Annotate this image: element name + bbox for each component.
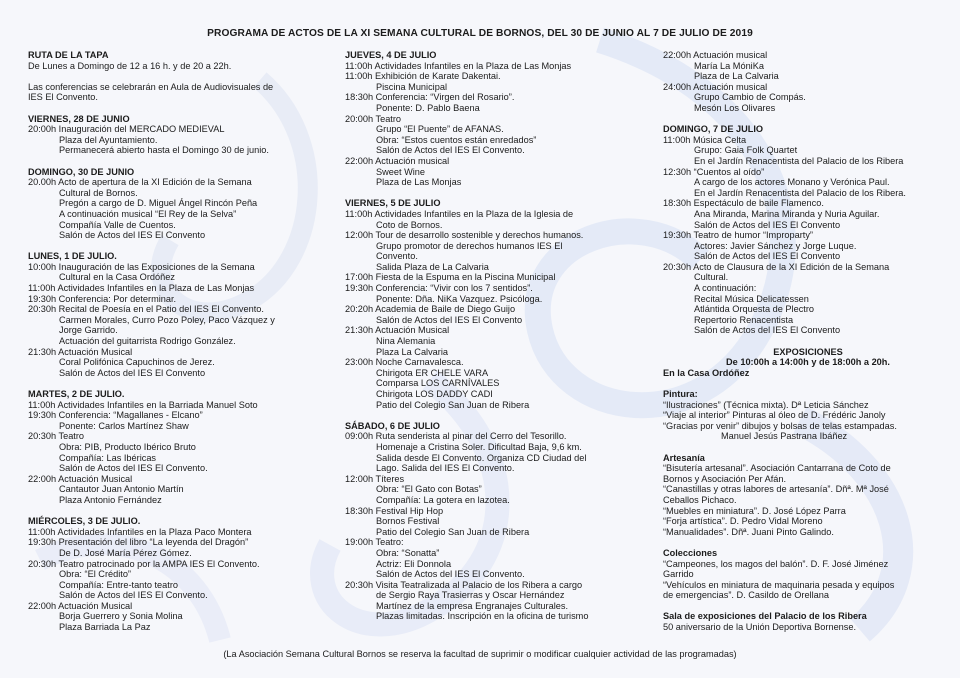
program-line: 19:30h Conferencia: “Magallanes - Elcano” <box>28 410 203 421</box>
section-heading: Pintura: <box>663 389 698 399</box>
program-line: Cultural. <box>694 272 729 283</box>
program-line: “Canastillas y otras labores de artesanía”. Dñª. Mª José <box>663 484 889 495</box>
section-heading: EXPOSICIONES <box>773 346 843 357</box>
program-line: 12:30h “Cuentos al oído” <box>663 166 765 177</box>
program-line: 19:30h Conferencia: Por determinar. <box>28 293 177 304</box>
program-line: Manuel Jesús Pastrana Ibáñez <box>721 431 848 442</box>
program-line: “Gracias por venir” dibujos y bolsas de telas estampadas. <box>663 420 897 431</box>
program-line: De Lunes a Domingo de 12 a 16 h. y de 20 a 22h. <box>28 60 232 71</box>
program-line: Salón de Actos del IES El Convento <box>59 230 206 241</box>
program-line: Borja Guerrero y Sonia Molina <box>59 611 183 622</box>
section-heading: Sala de exposiciones del Palacio de los Ribera <box>663 611 867 622</box>
program-line: Ana Miranda, Marina Miranda y Nuria Aguilar. <box>694 208 880 219</box>
program-line: 20.00h Acto de apertura de la XI Edición de la Semana <box>28 177 252 188</box>
program-line: 22:00h Actuación musical <box>663 50 768 60</box>
spacer <box>663 537 953 548</box>
program-line: 50 aniversario de la Unión Deportiva Bornense. <box>663 622 857 633</box>
column-1 <box>28 50 328 633</box>
program-line: Nina Alemania <box>376 336 436 347</box>
program-line: Ponente: Carlos Martínez Shaw <box>59 420 189 431</box>
program-line: 18:30h Festival Hip Hop <box>345 505 444 516</box>
program-line: “Viaje al interior” Pinturas al óleo de D. Frédéric Janoly <box>663 410 886 421</box>
program-line: 20:00h Inauguración del MERCADO MEDIEVAL <box>28 124 225 135</box>
program-line: 22:00h Actuación Musical <box>28 473 133 484</box>
program-line: Grupo: Gaia Folk Quartet <box>694 145 798 156</box>
program-line: Sweet Wine <box>376 166 426 177</box>
spacer <box>663 601 953 612</box>
program-line: Atlántida Orquesta de Plectro <box>694 304 815 315</box>
program-line: Compañía Valle de Cuentos. <box>59 219 176 230</box>
program-line: Actuación del guitarrista Rodrigo González. <box>59 336 236 347</box>
program-line: “Vehículos en miniatura de maquinaria pesada y equipos <box>663 579 895 590</box>
program-line: 20:30h Recital de Poesía en el Patio del IES El Convento. <box>28 304 264 315</box>
program-line: “Muebles en miniatura”. D. José López Parra <box>663 505 846 516</box>
spacer <box>28 103 328 114</box>
program-line: 11:00h Exhibición de Karate Dakentai. <box>345 71 501 82</box>
program-line: María La MóniKa <box>694 60 764 71</box>
program-line: Coral Polifónica Capuchinos de Jerez. <box>59 357 215 368</box>
program-line: Salón de Actos del IES El Convento. <box>376 569 525 580</box>
program-line: 24:00h Actuación musical <box>663 81 768 92</box>
program-line: Bornos y Asociación Per Afán. <box>663 473 787 484</box>
spacer <box>663 114 953 125</box>
program-line: Plaza de Las Monjas <box>376 177 462 188</box>
program-line: 23:00h Noche Carnavalesca. <box>345 357 464 368</box>
program-line: Salón de Actos del IES El Convento <box>376 314 523 325</box>
program-line: 11:00h Actividades Infantiles en la Plaza de la Iglesia de <box>345 208 574 219</box>
program-line: Convento. <box>376 251 418 262</box>
program-line: Garrido <box>663 569 694 580</box>
program-line: “Forja artística”. D. Pedro Vidal Moreno <box>663 516 823 527</box>
program-line: Las conferencias se celebrarán en Aula de Audiovisuales de <box>28 81 274 92</box>
program-line: Obra: “El Gato con Botas” <box>376 484 482 495</box>
program-line: 21:30h Actuación Musical <box>345 325 450 336</box>
program-line: Salón de Actos del IES El Convento <box>694 325 841 336</box>
section-heading: MARTES, 2 DE JULIO. <box>28 389 125 399</box>
program-line: Ceballos Pichaco. <box>663 494 737 505</box>
program-line: “Ilustraciones” (Técnica mixta). Dª Leticia Sánchez <box>663 399 869 410</box>
program-line: Cultural de Bornos. <box>59 187 138 198</box>
section-heading: RUTA DE LA TAPA <box>28 50 109 60</box>
program-line: 19:30h Presentación del libro “La leyenda del Dragón” <box>28 537 249 548</box>
program-line: IES El Convento. <box>28 92 98 103</box>
spacer <box>345 410 645 421</box>
section-heading: JUEVES, 4 DE JULIO <box>345 50 437 60</box>
program-line: 20:00h Teatro <box>345 113 402 124</box>
program-line: Salida desde El Convento. Organiza CD Ciudad del <box>376 452 587 463</box>
program-title: PROGRAMA DE ACTOS DE LA XI SEMANA CULTURAL DE BORNOS, DEL 30 DE JUNIO AL 7 DE JULIO DE 2019 <box>207 28 753 39</box>
program-line: Pregón a cargo de D. Miguel Ángel Rincón Peña <box>59 198 258 209</box>
program-line: 12:00h Títeres <box>345 473 405 484</box>
column-2 <box>345 50 645 622</box>
section-heading: SÁBADO, 6 DE JULIO <box>345 420 440 431</box>
program-line: 11:00h Actividades Infantiles en la Plaza de Las Monjas <box>28 283 255 294</box>
footer-note: (La Asociación Semana Cultural Bornos se reserva la facultad de suprimir o modificar cualquier actividad de las programadas) <box>223 649 737 659</box>
program-line: Salida Plaza de La Calvaria <box>376 261 489 272</box>
program-line: Plaza La Calvaria <box>376 346 449 357</box>
program-line: Grupo promotor de derechos humanos IES El <box>376 240 563 251</box>
program-line: 20:30h Teatro <box>28 431 85 442</box>
section-heading: VIERNES, 5 DE JULIO <box>345 198 441 209</box>
program-line: Obra: “El Crédito” <box>59 569 131 580</box>
program-line: En el Jardín Renacentista del Palacio de los Ribera <box>694 155 904 166</box>
program-line: Grupo Cambio de Compás. <box>694 92 806 103</box>
section-heading: MIÉRCOLES, 3 DE JULIO. <box>28 516 141 527</box>
program-line: 18:30h Espectáculo de baile Flamenco. <box>663 198 824 209</box>
program-line: 11:00h Actividades Infantiles en la Barriada Manuel Soto <box>28 399 258 410</box>
section-heading: En la Casa Ordóñez <box>663 367 750 378</box>
program-line: Salón de Actos del IES El Convento <box>694 219 841 230</box>
program-line: Actriz: Eli Donnola <box>376 558 452 569</box>
section-heading: VIERNES, 28 DE JUNIO <box>28 113 130 124</box>
section-heading: DOMINGO, 30 DE JUNIO <box>28 166 135 177</box>
program-line: “Manualidades”. Dñª. Juani Pinto Galindo. <box>663 526 834 537</box>
program-line: de Sergio Raya Trasierras y Oscar Hernández <box>376 590 565 601</box>
program-line: Salón de Actos del IES El Convento <box>694 251 841 262</box>
program-line: 19:00h Teatro: <box>345 537 404 548</box>
program-line: Obra: “Sonatta” <box>376 547 440 558</box>
program-line: 18:30h Conferencia: “Virgen del Rosario”. <box>345 92 515 103</box>
program-line: 20:30h Teatro patrocinado por la AMPA IES El Convento. <box>28 558 260 569</box>
program-line: Salón de Actos del IES El Convento. <box>59 590 208 601</box>
program-line: 11:00h Actividades Infantiles en la Plaza Paco Montera <box>28 526 252 537</box>
program-line: Compañía: Entre-tanto teatro <box>59 579 178 590</box>
program-line: de emergencias”. D. Casildo de Orellana <box>663 590 829 601</box>
program-line: 22:00h Actuación musical <box>345 155 450 166</box>
program-line: 20:30h Acto de Clausura de la XI Edición de la Semana <box>663 261 890 272</box>
program-line: Homenaje a Cristina Soler. Dificultad Baja, 9,6 km. <box>376 441 582 452</box>
program-line: Patio del Colegio San Juan de Ribera <box>376 526 530 537</box>
section-heading: LUNES, 1 DE JULIO. <box>28 251 117 262</box>
program-line: A cargo de los actores Monano y Verónica Paul. <box>694 177 890 188</box>
spacer <box>663 442 953 453</box>
program-line: Cultural en la Casa Ordóñez <box>59 272 175 283</box>
column-3 <box>663 50 953 633</box>
program-line: Obra: “Estos cuentos están enredados” <box>376 134 537 145</box>
program-line: Compañía: La gotera en lazotea. <box>376 494 510 505</box>
program-line: 20:30h Visita Teatralizada al Palacio de los Ribera a cargo <box>345 579 583 590</box>
program-line: Plaza del Ayuntamiento. <box>59 134 158 145</box>
program-line: 22:00h Actuación Musical <box>28 600 133 611</box>
program-line: 19:30h Conferencia: “Vivir con los 7 sentidos”. <box>345 283 533 294</box>
section-heading: Artesanía <box>663 452 705 463</box>
spacer <box>28 241 328 252</box>
spacer <box>28 378 328 389</box>
spacer <box>28 156 328 167</box>
program-line: Comparsa LOS CARNÍVALES <box>376 378 500 389</box>
program-line: Ponente: Dña. NiKa Vazquez. Psicóloga. <box>376 293 543 304</box>
spacer <box>663 378 953 389</box>
program-line: Lago. Salida del IES El Convento. <box>376 463 515 474</box>
program-line: Carmen Morales, Curro Pozo Poley, Paco Vázquez y <box>59 314 275 325</box>
program-line: Patio del Colegio San Juan de Ribera <box>376 399 530 410</box>
program-line: Ponente: D. Pablo Baena <box>376 102 480 113</box>
program-line: Salón de Actos del IES El Convento. <box>376 145 525 156</box>
program-line: En el Jardín Renacentista del Palacio de los Ribera. <box>694 187 906 198</box>
program-line: 17:00h Fiesta de la Espuma en la Piscina Municipal <box>345 272 556 283</box>
program-line: Piscina Municipal <box>376 81 447 92</box>
program-line: 12:00h Tour de desarrollo sostenible y derechos humanos. <box>345 230 584 241</box>
program-line: 09:00h Ruta senderista al pinar del Cerro del Tesorillo. <box>345 431 567 442</box>
program-line: 20:20h Academia de Baile de Diego Guijo <box>345 304 516 315</box>
program-line: Chirigota LOS DADDY CADI <box>376 389 493 399</box>
program-line: Salón de Actos del IES El Convento. <box>59 463 208 474</box>
section-heading: De 10:00h a 14:00h y de 18:00h a 20h. <box>726 357 890 368</box>
program-line: 21:30h Actuación Musical <box>28 346 133 357</box>
program-line: Cantautor Juan Antonio Martín <box>59 484 184 495</box>
program-line: Recital Música Delicatessen <box>694 293 809 304</box>
program-line: Jorge Garrido. <box>59 325 118 336</box>
program-line: 11:00h Actividades Infantiles en la Plaza de Las Monjas <box>345 60 572 71</box>
spacer <box>663 336 953 347</box>
program-line: “Campeones, los magos del balón”. D. F. José Jiménez <box>663 558 889 569</box>
program-line: Permanecerá abierto hasta el Domingo 30 de junio. <box>59 145 269 156</box>
program-line: Plaza Antonio Fernández <box>59 494 162 505</box>
program-line: Plaza Barriada La Paz <box>59 622 151 633</box>
program-line: Actores: Javier Sánchez y Jorge Luque. <box>694 240 857 251</box>
section-heading: Colecciones <box>663 547 718 558</box>
section-heading: DOMINGO, 7 DE JULIO <box>663 124 764 135</box>
program-line: 11:00h Música Celta <box>663 134 747 145</box>
program-line: A continuación: <box>694 283 757 294</box>
program-line: Plazas limitadas. Inscripción en la oficina de turismo <box>376 611 589 622</box>
program-line: Coto de Bornos. <box>376 219 443 230</box>
program-line: De D. José María Pérez Gómez. <box>59 547 192 558</box>
program-line: 19:30h Teatro de humor “Improparty” <box>663 230 813 241</box>
program-line: Chirigota ER CHELE VARA <box>376 367 489 378</box>
spacer <box>345 188 645 199</box>
spacer <box>28 506 328 517</box>
program-line: Mesón Los Olivares <box>694 102 776 113</box>
program-line: Compañía: Las Ibéricas <box>59 452 157 463</box>
program-line: Plaza de La Calvaria <box>694 71 779 82</box>
program-line: Bornos Festival <box>376 516 440 527</box>
program-line: Obra: PIB, Producto Ibérico Bruto <box>59 441 196 452</box>
program-line: 10:00h Inauguración de las Exposiciones de la Semana <box>28 261 255 272</box>
program-line: Repertorio Renacentista <box>694 314 794 325</box>
program-line: Martínez de la empresa Engranajes Culturales. <box>376 600 569 611</box>
program-line: A continuación musical “El Rey de la Selva” <box>59 208 237 219</box>
program-line: Grupo “El Puente” de AFANAS. <box>376 124 504 135</box>
program-line: “Bisutería artesanal”. Asociación Cantarrana de Coto de <box>663 463 891 474</box>
program-line: Salón de Actos del IES El Convento <box>59 367 206 378</box>
spacer <box>28 71 328 82</box>
